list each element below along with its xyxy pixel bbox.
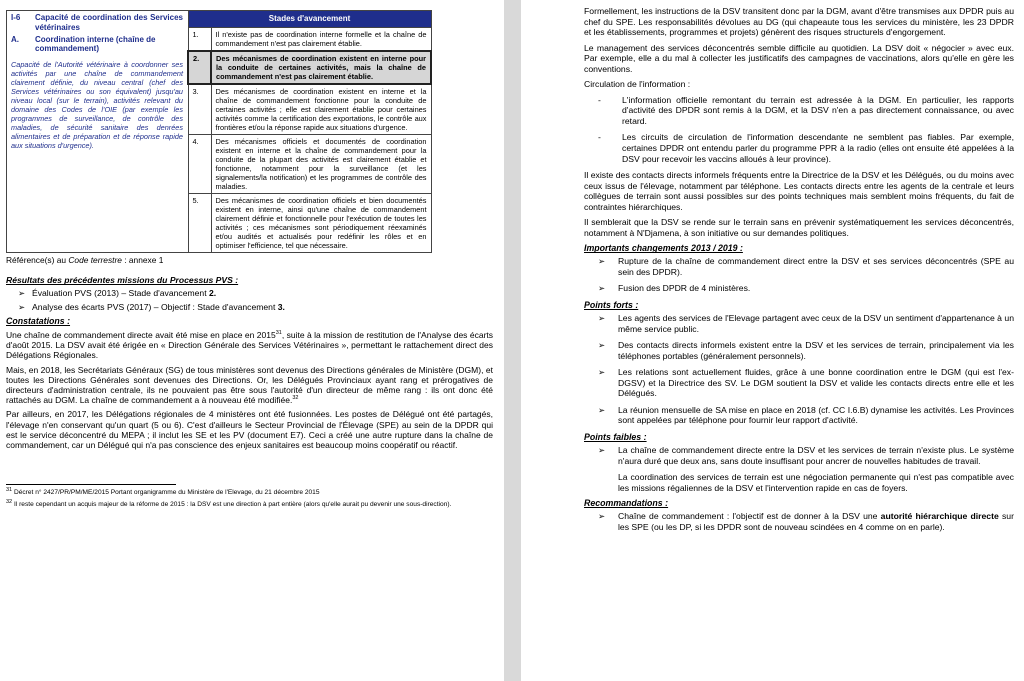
list-item-text: Rupture de la chaîne de commandement direct entre la DSV et ses services déconcentrés (SPE au sein des DPDR).: [618, 256, 1014, 277]
footnote: [6, 499, 493, 509]
list-item-emphasis: autorité hiérarchique directe: [880, 511, 999, 522]
paragraph: [6, 330, 493, 361]
list-item: [598, 445, 1014, 466]
list-item: [598, 340, 1014, 361]
arrow-bullet-icon: ➢: [598, 404, 606, 415]
arrow-bullet-icon: ➢: [598, 313, 606, 324]
list-item: [598, 256, 1014, 277]
weaknesses-heading: Points faibles :: [584, 431, 647, 442]
result-stage: 2.: [208, 288, 217, 299]
list-item-text: La chaîne de commandement directe entre la DSV et les services de terrain n'existe plus. Le système n'aura duré que deux ans, sans doute insuffisant pour ancrer de nouvelles habitudes de travail.: [618, 444, 1014, 466]
criterion-table: [6, 10, 432, 253]
list-item-text: La réunion mensuelle de SA mise en place en 2018 (cf. CC I.6.B) dynamise les activités. Les Provinces sont appelées par téléphone pour fournir leur rapport d'activité.: [618, 404, 1014, 426]
footnote-ref[interactable]: 31: [275, 330, 282, 337]
stade-text: Des mécanismes de coordination existent en interne pour la conduite de certaines activités, mais la chaîne de commandement n'est pas clairement établie.: [211, 51, 431, 84]
list-item-text: Les relations sont actuellement fluides, grâce à une bonne coordination entre le DGM (qui est l'ex-DGSV) et la Directrice des SV. Le DGM soutient la DSV et valide les contacts directs entre elle et les Délégués.: [618, 367, 1014, 399]
list-item: [598, 511, 1014, 532]
circulation-list: [584, 95, 1014, 164]
results-heading: Résultats des précédentes missions du Processus PVS :: [6, 275, 239, 286]
result-text: Analyse des écarts PVS (2017) – Objectif : Stade d'avancement: [32, 301, 278, 312]
paragraph-text: Mais, en 2018, les Secrétariats Généraux (SG) de tous ministères sont devenus des Directions générales de Ministère (DGM), et toutes les Directions Générales sont devenues des Directions. Or, les Délégués Provinciaux ayant rang et prérogatives de directeurs d'administration centrale, ils ne pouvaient pas être sous l'autorité d'un directeur de même rang : ils ont donc été rattachés au DGM. La chaîne de commandement a à nouveau été modifiée.: [6, 364, 493, 406]
list-item-text: L'information officielle remontant du terrain est adressée à la DGM. En particulier, les rapports d'activité des DPDR sont remis à la DGM, et la DSV n'en a pas directement connaissance, ou avec retard.: [622, 94, 1014, 126]
stade-text: Des mécanismes officiels et documentés de coordination existent en interne et la chaîne de commandement pour la conduite de la plupart des activités est clairement établie et fonctionne, notamment pour la surveillance (et les signalements/la notification) et les programmes de contrôle des maladies.: [211, 135, 431, 194]
list-item-text: Les agents des services de l'Elevage partagent avec ceux de la DSV un sentiment d'appartenance à un même service public.: [618, 313, 1014, 334]
ref-prefix: Référence(s) au: [6, 255, 69, 266]
recommendations-heading: Recommandations :: [584, 498, 669, 509]
strengths-list: [584, 313, 1014, 426]
arrow-bullet-icon: ➢: [598, 256, 606, 267]
page-gutter: [504, 0, 521, 681]
arrow-bullet-icon: ➢: [598, 511, 606, 522]
ref-suffix: : annexe 1: [121, 255, 164, 266]
list-item: [598, 367, 1014, 399]
paragraph: Il semblerait que la DSV se rende sur le terrain sans en prévenir systématiquement les services déconcentrés, notamment à N'Djamena, à son initiative ou sur demandes politiques.: [584, 217, 1014, 238]
stade-number: 2.: [188, 51, 211, 84]
paragraph: Par ailleurs, en 2017, les Délégations régionales de 4 ministères ont été fusionnées. Les postes de Délégué ont été partagés, l'élevage n'en conservant qu'un quart (5 ou 6). C'est d'ailleurs le Secteur Provincial de l'Élevage (SPE) au sein de la DPDR qui est le service déconcentré du MEPA ; il inclut les SE et les PV (document E7). Ceci a créé une autre rupture dans la chaîne de commandement, car un Délégué qui n'a pas conscience des enjeux sanitaires est beaucoup moins coopératif ou réactif.: [6, 409, 493, 450]
code-reference: [6, 255, 493, 265]
result-text: Évaluation PVS (2013) – Stade d'avancement: [32, 288, 209, 299]
dash-bullet-icon: -: [598, 132, 601, 143]
criterion-subheading: [11, 35, 183, 55]
list-item: [598, 313, 1014, 334]
criterion-sub-number: A.: [11, 34, 19, 44]
weaknesses-list: [584, 445, 1014, 466]
stade-text: Des mécanismes de coordination officiels et bien documentés existent en interne, ainsi qu'une chaîne de commandement clairement définie et fonctionnelle pour l'exécution de toutes les activités ; ces mécanismes sont périodiquement réexaminés et/ou audités et actualisés pour redéfinir les rôles et en optimiser l'efficience, tel que nécessaire.: [211, 194, 431, 253]
arrow-bullet-icon: ➢: [598, 283, 606, 294]
footnote-ref[interactable]: 32: [292, 395, 299, 402]
list-item: [598, 95, 1014, 127]
arrow-bullet-icon: ➢: [598, 367, 606, 378]
list-item-text: Des contacts directs informels existent entre la DSV et les services de terrain, principalement via les téléphones portables (généralement personnels).: [618, 340, 1014, 361]
list-item: [598, 283, 1014, 294]
paragraph: Il existe des contacts directs informels fréquents entre la Directrice de la DSV et les Délégués, ou du moins avec ceux issus de l'élevage, notamment par téléphone. Les contacts directs entre les agents de la centrale et leurs collègues de terrain sont aussi possibles sur des points techniques mais semblent moins fréquents, du fait de contraintes hiérarchiques.: [584, 170, 1014, 212]
stade-number: 1.: [188, 27, 211, 51]
criterion-heading: [11, 13, 183, 33]
arrow-bullet-icon: ➢: [18, 301, 26, 312]
list-item-text: Chaîne de commandement : l'objectif est de donner à la DSV une: [618, 511, 881, 522]
paragraph: La coordination des services de terrain est une négociation permanente qui n'est pas compatible avec les missions régaliennes de la DSV et l'intervention rapide en cas de foyers.: [618, 472, 1014, 493]
paragraph: Le management des services déconcentrés semble difficile au quotidien. La DSV doit « négocier » avec eux. Par exemple, elle a du mal à collecter les justificatifs des campagnes de vaccinations, alors qu'elle en gère les conventions.: [584, 42, 1014, 74]
paragraph-text: Une chaîne de commandement directe avait été mise en place en 2015: [6, 330, 276, 341]
stade-number: 4.: [188, 135, 211, 194]
page-right: [521, 0, 1024, 681]
footnote: [6, 487, 493, 497]
paragraph-text: , suite à la mission de restitution de l'Analyse des écarts d'août 2015. La DSV avait été érigée en « Direction Générale des Services Vétérinaires », permettant le rattachement direct des Délégations Régionales.: [6, 330, 494, 361]
list-item-text: Les circuits de circulation de l'information descendante ne semblent pas fiables. Par exemple, certaines DPDR ont entendu parler du programme PPR à la radio (elles ont ensuite été appelées à la DSV pour recevoir les vaccins alloués à leur province).: [622, 132, 1014, 164]
arrow-bullet-icon: ➢: [598, 340, 606, 351]
results-list: [6, 288, 493, 312]
circulation-heading: Circulation de l'information :: [584, 79, 691, 90]
stade-text: Il n'existe pas de coordination interne formelle et la chaîne de commandement n'est pas clairement établie.: [211, 27, 431, 51]
dash-bullet-icon: -: [598, 94, 601, 105]
arrow-bullet-icon: ➢: [598, 444, 606, 455]
footnote-divider: [6, 484, 176, 485]
paragraph: Formellement, les instructions de la DSV transitent donc par la DGM, avant d'être transmises aux DPDR puis au chef du SPE. Les responsabilités dévolues au DG (qui chapeaute tous les services du ministère, les 23 DPDR et les établissements, programmes et projets) génèrent des risques structurels d'engorgement.: [584, 6, 1014, 38]
list-item: [18, 302, 493, 312]
ref-code: Code terrestre: [68, 255, 122, 266]
list-item: [18, 288, 493, 298]
paragraph: [6, 365, 493, 406]
stade-number: 3.: [188, 84, 211, 135]
changes-list: [584, 256, 1014, 294]
strengths-heading: Points forts :: [584, 300, 639, 311]
list-item: [598, 132, 1014, 164]
list-item: [598, 405, 1014, 426]
page-left: [0, 0, 504, 681]
criterion-title: Capacité de coordination des Services vétérinaires: [35, 13, 183, 32]
criterion-description: Capacité de l'Autorité vétérinaire à coordonner ses activités par une chaîne de commandement clairement définie, du niveau central (chef des Services vétérinaires ou son équivalent) jusqu'au niveau local (sur le terrain), activités relevant du domaine des Codes de l'OIE (par exemple les programmes de surveillance, de contrôle des maladies, de sécurité sanitaire des denrées alimentaires et de préparation et de réponse rapide aux situations d'urgence).: [11, 60, 183, 151]
criterion-cell: [7, 11, 189, 253]
changes-heading: Importants changements 2013 / 2019 :: [584, 243, 743, 254]
criterion-number: I-6: [11, 13, 21, 22]
footnote-text: Il reste cependant un acquis majeur de la réforme de 2015 : la DSV est une direction à part entière (alors qu'elle aurait pu devenir une sous-direction).: [12, 501, 452, 509]
list-item-text: sur les SPE (ou les DP, si les DPDR sont de nouveau scindées en 4 comme on en parle).: [618, 511, 1014, 532]
footnote-text: Décret n° 2427/PR/PM/ME/2015 Portant organigramme du Ministère de l'Elevage, du 21 décembre 2015: [12, 489, 320, 497]
footnote-number: 32: [6, 499, 13, 506]
arrow-bullet-icon: ➢: [18, 288, 26, 299]
stade-text: Des mécanismes de coordination existent en interne et la chaîne de commandement fonctionne pour la conduite de certaines activités ; elle est clairement établie pour certaines activités comme la certification des exportations, le contrôle aux frontières et/ou la réponse rapide aux situations d'urgence.: [211, 84, 431, 135]
recommendations-list: [584, 511, 1014, 532]
stades-header: Stades d'avancement: [188, 11, 431, 28]
constatations-heading: Constatations :: [6, 316, 71, 327]
stade-number: 5.: [188, 194, 211, 253]
result-stage: 3.: [277, 301, 285, 312]
criterion-sub-title: Coordination interne (chaîne de commandement): [35, 34, 156, 54]
footnote-number: 31: [6, 487, 13, 494]
list-item-text: Fusion des DPDR de 4 ministères.: [618, 283, 751, 294]
